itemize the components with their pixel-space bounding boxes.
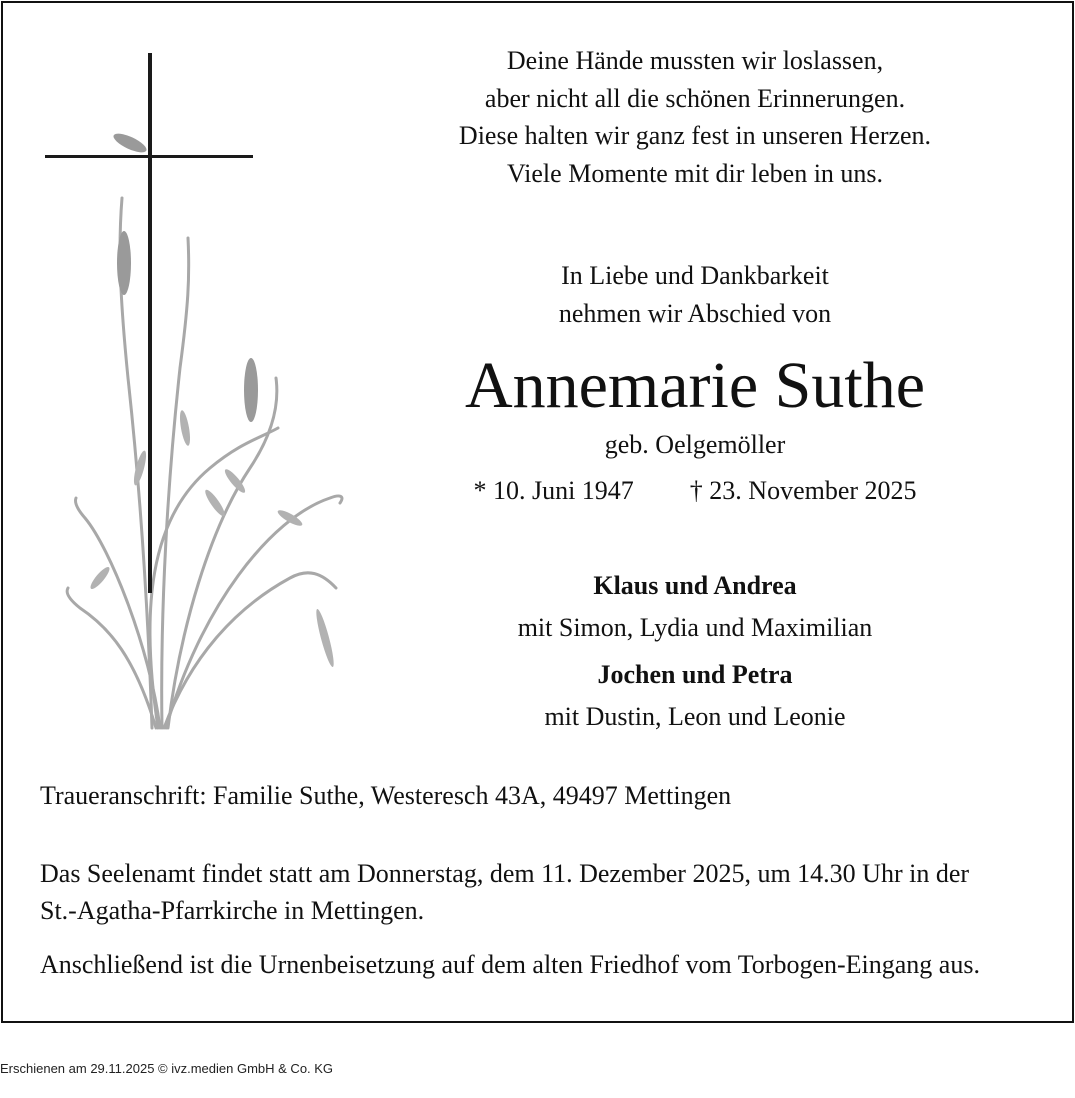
burial-announcement: Anschließend ist die Urnenbeisetzung auf dem alten Friedhof vom Torbogen-Eingang aus. <box>40 950 980 979</box>
mourner-names: Klaus und Andrea <box>593 571 797 600</box>
mourning-address: Traueranschrift: Familie Suthe, Westeresch 43A, 49497 Mettingen <box>40 781 732 810</box>
deceased-name: Annemarie Suthe <box>464 349 926 422</box>
poem-line: aber nicht all die schönen Erinnerungen. <box>484 83 906 113</box>
service-line: Das Seelenamt findet statt am Donnerstag, dem 11. Dezember 2025, um 14.30 Uhr in der <box>40 859 970 888</box>
death-date: † 23. November 2025 <box>689 476 917 505</box>
life-dates <box>395 474 995 508</box>
farewell-phrase <box>395 257 995 332</box>
service-line: St.-Agatha-Pfarrkirche in Mettingen. <box>40 896 425 925</box>
publication-credit: Erschienen am 29.11.2025 © ivz.medien GmbH & Co. KG <box>0 1061 334 1076</box>
poem-line: Deine Hände mussten wir loslassen, <box>506 46 884 75</box>
mourner-names: Jochen und Petra <box>597 660 793 689</box>
mourner-children: mit Dustin, Leon und Leonie <box>544 702 846 731</box>
farewell-line: In Liebe und Dankbarkeit <box>561 261 829 290</box>
mourner-children: mit Simon, Lydia und Maximilian <box>517 613 873 642</box>
poem-line: Diese halten wir ganz fest in unseren Herzen. <box>458 121 932 150</box>
farewell-line: nehmen wir Abschied von <box>558 298 832 328</box>
poem-line: Viele Momente mit dir leben in uns. <box>506 158 884 188</box>
memorial-poem <box>395 42 995 192</box>
cross-with-reeds-icon <box>40 48 350 733</box>
service-announcement <box>40 855 1040 929</box>
birth-date: * 10. Juni 1947 <box>473 476 634 505</box>
birth-name: geb. Oelgemöller <box>604 430 786 459</box>
